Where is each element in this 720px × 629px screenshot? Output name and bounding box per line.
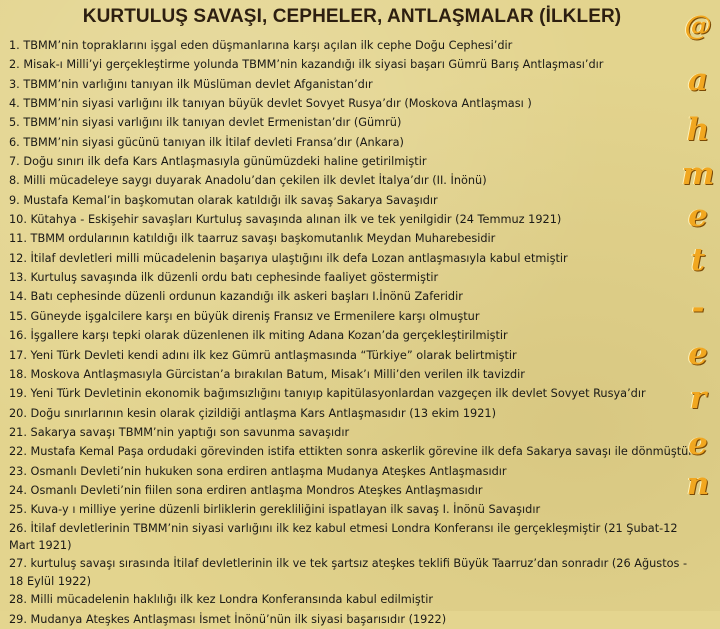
side-glyph: t <box>690 242 706 278</box>
side-glyph: m <box>681 156 715 192</box>
list-item: 22. Mustafa Kemal Paşa ordudaki görevinden istifa ettikten sonra askerlik görevine ilk defa Sakarya savaşı ile dönmüştür <box>9 445 693 459</box>
list-item: 26. İtilaf devletlerinin TBMM’nin siyasi varlığını ilk kez kabul etmesi Londra Konferansı ile gerçekleşmiştir (21 Şubat-12 Mart 1921) <box>9 521 678 553</box>
list-item: 1. TBMM’nin topraklarını işgal eden düşmanlarına karşı açılan ilk cephe Doğu Cephesi’dir <box>9 39 513 52</box>
list-item: 8. Milli mücadeleye saygı duyarak Anadolu’dan çekilen ilk devlet İtalya’dır (II. İnönü) <box>9 174 487 188</box>
list-item: 10. Kütahya - Eskişehir savaşları Kurtuluş savaşında alınan ilk ve tek yenilgidir (24 Temmuz 1921) <box>9 213 562 227</box>
side-glyph: e <box>688 336 708 372</box>
list-item: 5. TBMM’nin siyasi varlığını ilk tanıyan devlet Ermenistan’dır (Gümrü) <box>9 116 402 130</box>
list-item: 12. İtilaf devletleri milli mücadelenin başarıya ulaştığını ilk defa Lozan antlaşmasıyla kabul etmiştir <box>9 251 568 265</box>
list-item: 13. Kurtuluş savaşında ilk düzenli ordu batı cephesinde faaliyet göstermiştir <box>9 271 439 285</box>
side-glyph: n <box>686 466 710 502</box>
side-glyph: a <box>687 62 709 98</box>
list-item: 15. Güneyde işgalcilere karşı en büyük direniş Fransız ve Ermenilere karşı olmuştur <box>9 309 480 323</box>
list-item: 6. TBMM’nin siyasi gücünü tanıyan ilk İtilaf devleti Fransa’dır (Ankara) <box>9 135 404 149</box>
list-item: 23. Osmanlı Devleti’nin hukuken sona erdiren antlaşma Mudanya Ateşkes Antlaşmasıdır <box>9 464 507 478</box>
list-item: 29. Mudanya Ateşkes Antlaşması İsmet İnönü’nün ilk siyasi başarısıdır (1922) <box>9 612 447 626</box>
list-item: 27. kurtuluş savaşı sırasında İtilaf devletlerinin ilk ve tek şartsız ateşkes teklifi Büyük Taarruz’dan sonradır (26 Ağustos - 18 Eylül 1922) <box>9 557 688 588</box>
list-item: 16. İşgallere karşı tepki olarak düzenlenen ilk miting Adana Kozan’da gerçekleştirilmiştir <box>9 329 508 343</box>
list-item: 25. Kuva-y ı milliye yerine düzenli birliklerin gerekliliğini ispatlayan ilk savaş I. İnönü Savaşıdır <box>9 503 541 517</box>
list-item: 19. Yeni Türk Devletinin ekonomik bağımsızlığını tanıyıp kapitülasyonlardan vazgeçen ilk devlet Sovyet Rusya’dır <box>9 387 646 401</box>
list-item: 9. Mustafa Kemal’in başkomutan olarak katıldığı ilk savaş Sakarya Savaşıdır <box>9 193 438 207</box>
page-title: KURTULUŞ SAVAŞI, CEPHELER, ANTLAŞMALAR (İLKLER) <box>82 6 622 27</box>
list-item: 18. Moskova Antlaşmasıyla Gürcistan’a bırakılan Batum, Misak’ı Milli’den verilen ilk tavizdir <box>9 367 525 381</box>
list-item: 21. Sakarya savaşı TBMM’nin yaptığı son savunma savaşıdır <box>9 425 350 439</box>
side-glyph: h <box>686 112 710 148</box>
side-glyph: @ <box>684 10 712 42</box>
side-glyph: e <box>688 198 708 234</box>
side-watermark <box>680 6 716 611</box>
facts-list <box>9 36 709 629</box>
list-item: 14. Batı cephesinde düzenli ordunun kazandığı ilk askeri başları I.İnönü Zaferidir <box>9 290 463 304</box>
list-item: 3. TBMM’nin varlığını tanıyan ilk Müslüman devlet Afganistan’dır <box>9 77 373 91</box>
list-item: 7. Doğu sınırı ilk defa Kars Antlaşmasıyla günümüzdeki haline getirilmiştir <box>9 155 427 169</box>
list-item: 11. TBMM ordularının katıldığı ilk taarruz savaşı başkomutanlık Meydan Muharebesidir <box>9 232 496 246</box>
list-item: 2. Misak-ı Milli’yi gerçekleştirme yolunda TBMM’nin kazandığı ilk siyasi başarı Gümrü Barış Antlaşması’dır <box>9 58 604 72</box>
side-glyph: r <box>689 380 707 416</box>
list-item: 4. TBMM’nin siyasi varlığını ilk tanıyan büyük devlet Sovyet Rusya’dır (Moskova Antlaşması ) <box>9 97 532 111</box>
list-item: 24. Osmanlı Devleti’nin fiilen sona erdiren antlaşma Mondros Ateşkes Antlaşmasıdır <box>9 483 483 497</box>
list-item: 28. Milli mücadelenin haklılığı ilk kez Londra Konferansında kabul edilmiştir <box>9 593 434 607</box>
list-item: 20. Doğu sınırlarının kesin olarak çizildiği antlaşma Kars Antlaşmasıdır (13 ekim 1921) <box>9 406 497 420</box>
side-glyph: - <box>691 290 705 326</box>
side-glyph: e <box>688 426 708 462</box>
list-item: 17. Yeni Türk Devleti kendi adını ilk kez Gümrü antlaşmasında “Türkiye” olarak belirtmiştir <box>9 348 517 362</box>
